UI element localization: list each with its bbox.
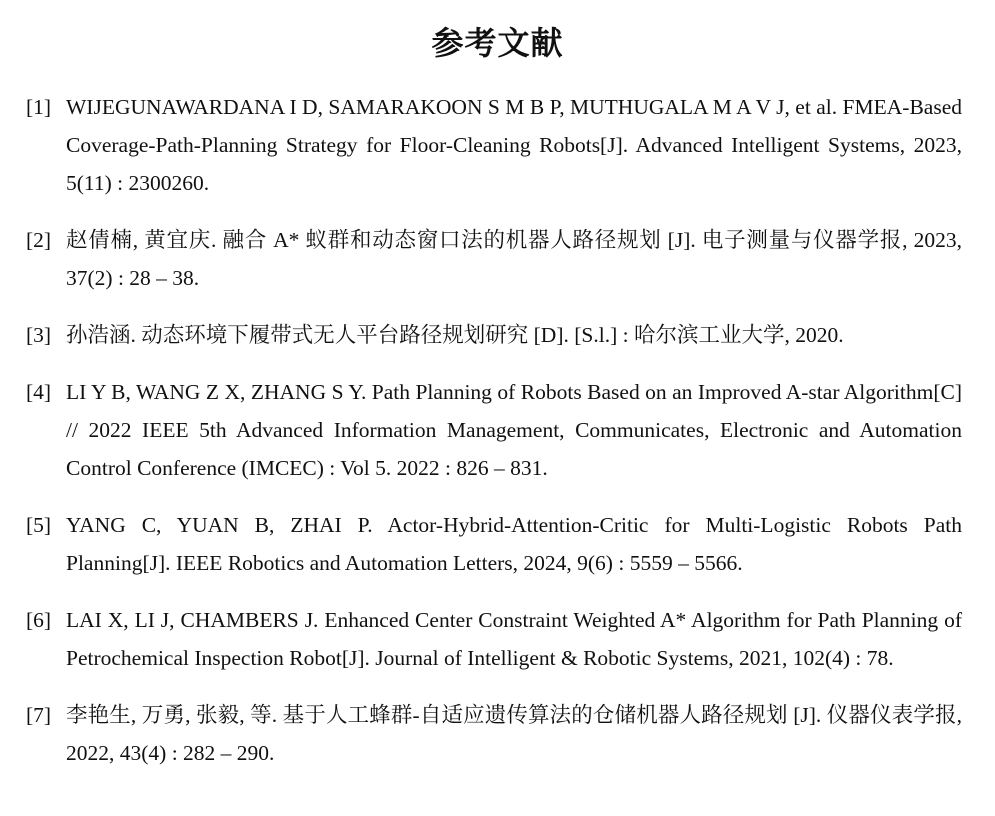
reference-number: [4] — [26, 380, 52, 404]
reference-item — [26, 221, 962, 297]
reference-number: [6] — [26, 608, 52, 632]
reference-number: [3] — [26, 323, 52, 347]
reference-text: 李艳生, 万勇, 张毅, 等. 基于人工蜂群-自适应遗传算法的仓储机器人路径规划 [J]. 仪器仪表学报, 2022, 43(4) : 282 – 290. — [66, 703, 962, 765]
reference-text: 赵倩楠, 黄宜庆. 融合 A* 蚁群和动态窗口法的机器人路径规划 [J]. 电子测量与仪器学报, 2023, 37(2) : 28 – 38. — [66, 228, 962, 290]
reference-list — [26, 88, 962, 791]
reference-number: [5] — [26, 513, 52, 537]
reference-number: [2] — [26, 228, 52, 252]
reference-item — [26, 601, 962, 677]
reference-text: LI Y B, WANG Z X, ZHANG S Y. Path Planning of Robots Based on an Improved A-star Algorithm[C] // 2022 IEEE 5th Advanced Information Management, Communicates, Electronic and Automation Control Conference (IMCEC) : Vol 5. 2022 : 826 – 831. — [66, 380, 962, 480]
reference-item — [26, 696, 962, 772]
reference-text: YANG C, YUAN B, ZHAI P. Actor-Hybrid-Attention-Critic for Multi-Logistic Robots Path Planning[J]. IEEE Robotics and Automation Letters, 2024, 9(6) : 5559 – 5566. — [66, 513, 962, 575]
reference-item — [26, 88, 962, 202]
reference-item — [26, 316, 962, 354]
reference-text: 孙浩涵. 动态环境下履带式无人平台路径规划研究 [D]. [S.l.] : 哈尔滨工业大学, 2020. — [66, 323, 844, 347]
page-title: 参考文献 — [431, 24, 564, 62]
reference-item — [26, 373, 962, 487]
reference-item — [26, 506, 962, 582]
reference-text: WIJEGUNAWARDANA I D, SAMARAKOON S M B P, MUTHUGALA M A V J, et al. FMEA-Based Coverage-Path-Planning Strategy for Floor-Cleaning Robots[J]. Advanced Intelligent Systems, 2023, 5(11) : 2300260. — [66, 95, 962, 195]
reference-number: [1] — [26, 95, 52, 119]
reference-number: [7] — [26, 703, 52, 727]
reference-text: LAI X, LI J, CHAMBERS J. Enhanced Center Constraint Weighted A* Algorithm for Path Planning of Petrochemical Inspection Robot[J]. Journal of Intelligent & Robotic Systems, 2021, 102(4) : 78. — [66, 608, 962, 670]
